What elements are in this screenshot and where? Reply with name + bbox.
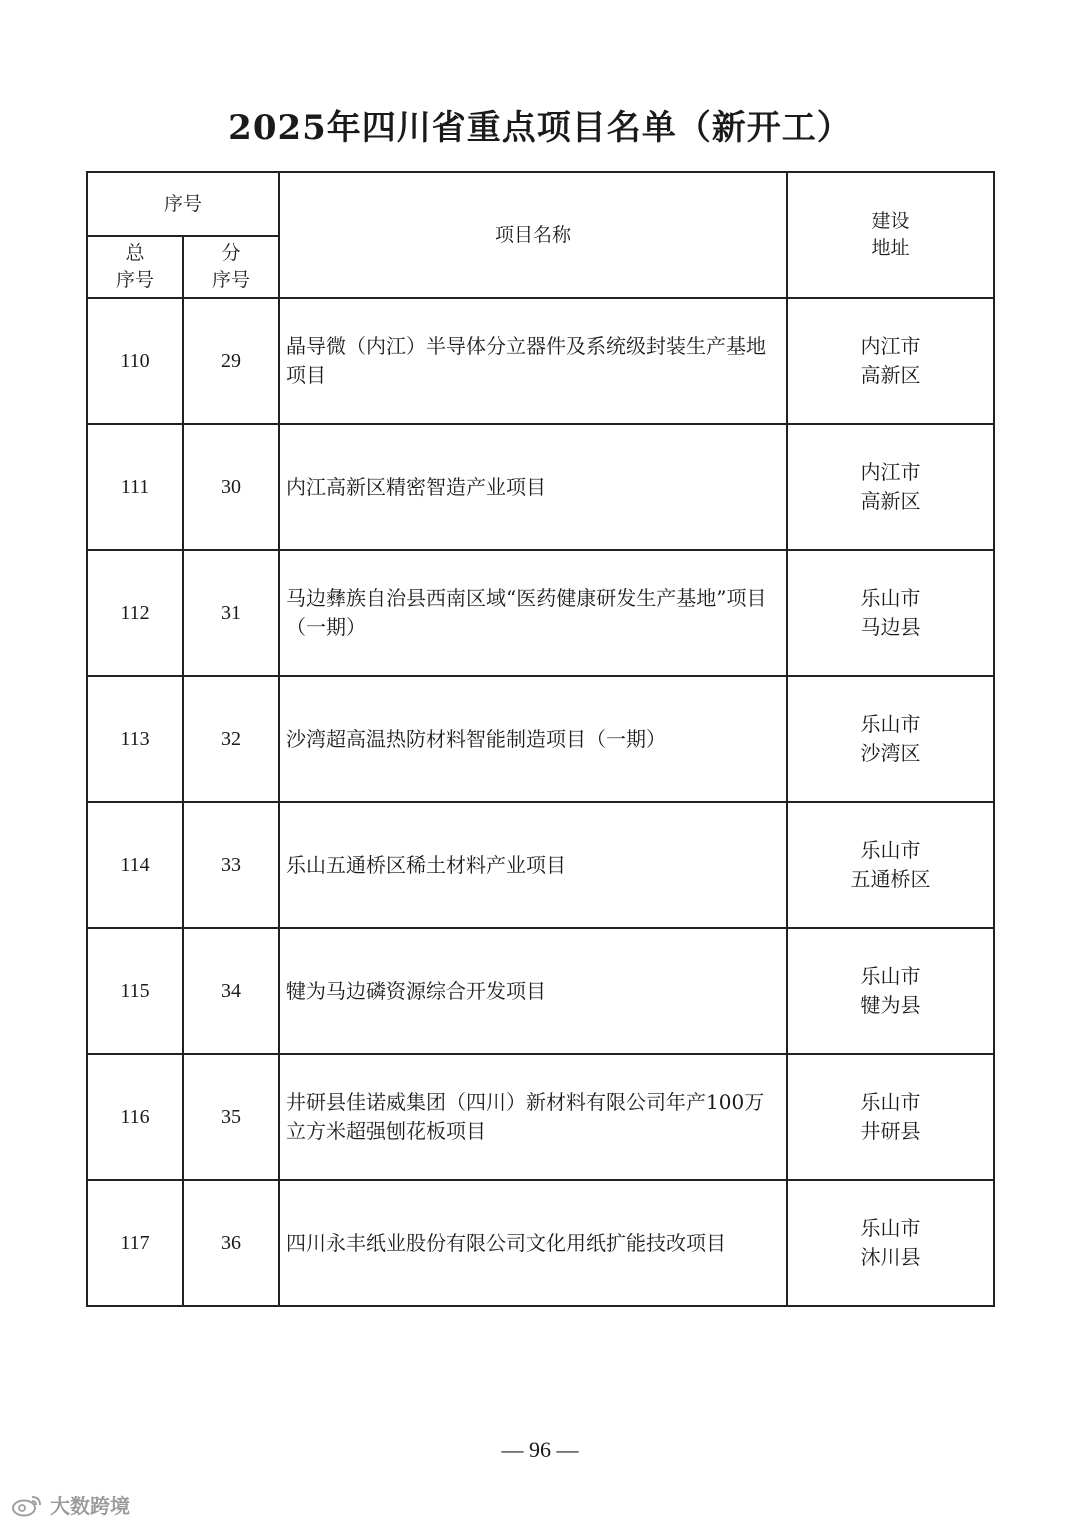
total-seq-cell: 110 [87, 298, 183, 424]
location-district: 高新区 [860, 363, 921, 387]
location-district: 沙湾区 [860, 741, 921, 765]
location-cell [787, 676, 994, 802]
location-cell [787, 550, 994, 676]
total-seq-cell: 114 [87, 802, 183, 928]
sub-seq-cell: 36 [183, 1180, 279, 1306]
header-location [787, 172, 994, 298]
location-city: 乐山市 [860, 1090, 921, 1114]
location-cell [787, 1054, 994, 1180]
table-row [87, 550, 994, 676]
project-name-cell: 马边彝族自治县西南区域“医药健康研发生产基地”项目（一期） [279, 550, 787, 676]
location-city: 乐山市 [860, 838, 921, 862]
table-row [87, 1054, 994, 1180]
total-seq-cell: 116 [87, 1054, 183, 1180]
table-row [87, 928, 994, 1054]
weibo-logo-icon [10, 1493, 44, 1517]
location-district: 五通桥区 [850, 867, 931, 891]
sub-seq-cell: 35 [183, 1054, 279, 1180]
total-seq-cell: 111 [87, 424, 183, 550]
project-name-cell: 四川永丰纸业股份有限公司文化用纸扩能技改项目 [279, 1180, 787, 1306]
project-name-cell: 乐山五通桥区稀土材料产业项目 [279, 802, 787, 928]
total-seq-cell: 112 [87, 550, 183, 676]
project-name-cell: 内江高新区精密智造产业项目 [279, 424, 787, 550]
sub-seq-cell: 29 [183, 298, 279, 424]
header-location-line-1: 建设 [871, 210, 910, 232]
header-sub-seq-line-1: 分 [221, 242, 241, 264]
header-total-seq-line-1: 总 [125, 242, 145, 264]
header-location-line-2: 地址 [871, 237, 910, 259]
location-city: 内江市 [860, 460, 921, 484]
location-district: 井研县 [860, 1119, 921, 1143]
sub-seq-cell: 30 [183, 424, 279, 550]
table-row [87, 676, 994, 802]
location-district: 沐川县 [860, 1245, 921, 1269]
header-seq: 序号 [87, 172, 279, 236]
page-number: — 96 — [501, 1437, 579, 1462]
header-sub-seq [183, 236, 279, 298]
sub-seq-cell: 33 [183, 802, 279, 928]
total-seq-cell: 113 [87, 676, 183, 802]
project-name-cell: 沙湾超高温热防材料智能制造项目（一期） [279, 676, 787, 802]
sub-seq-cell: 31 [183, 550, 279, 676]
page-title: 2025年四川省重点项目名单（新开工） [228, 108, 852, 148]
watermark-text: 大数跨境 [50, 1494, 130, 1518]
location-city: 乐山市 [860, 1216, 921, 1240]
location-cell [787, 298, 994, 424]
location-district: 犍为县 [860, 993, 921, 1017]
location-cell [787, 1180, 994, 1306]
project-name-cell: 晶导微（内江）半导体分立器件及系统级封装生产基地项目 [279, 298, 787, 424]
header-project-name: 项目名称 [279, 172, 787, 298]
location-city: 内江市 [860, 334, 921, 358]
location-cell [787, 802, 994, 928]
location-city: 乐山市 [860, 586, 921, 610]
sub-seq-cell: 32 [183, 676, 279, 802]
project-name-cell: 井研县佳诺威集团（四川）新材料有限公司年产100万立方米超强刨花板项目 [279, 1054, 787, 1180]
table-row [87, 424, 994, 550]
header-sub-seq-line-2: 序号 [212, 269, 251, 291]
location-cell [787, 424, 994, 550]
table-row [87, 298, 994, 424]
table-row [87, 802, 994, 928]
project-table [86, 171, 995, 1307]
sub-seq-cell: 34 [183, 928, 279, 1054]
location-district: 高新区 [860, 489, 921, 513]
header-total-seq-line-2: 序号 [115, 269, 154, 291]
total-seq-cell: 117 [87, 1180, 183, 1306]
header-total-seq [87, 236, 183, 298]
location-city: 乐山市 [860, 712, 921, 736]
location-city: 乐山市 [860, 964, 921, 988]
location-cell [787, 928, 994, 1054]
table-row [87, 1180, 994, 1306]
location-district: 马边县 [860, 615, 921, 639]
watermark [10, 1490, 130, 1519]
project-name-cell: 犍为马边磷资源综合开发项目 [279, 928, 787, 1054]
total-seq-cell: 115 [87, 928, 183, 1054]
